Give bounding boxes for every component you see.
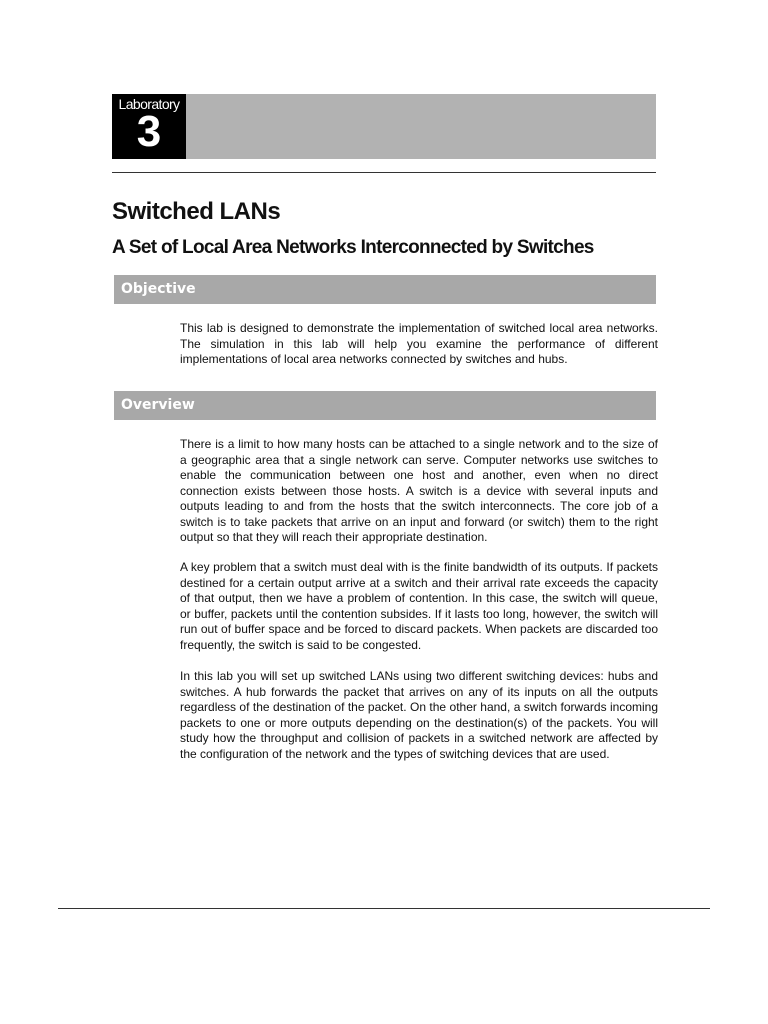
- section-heading-overview: Overview: [114, 391, 656, 420]
- overview-paragraph-2: A key problem that a switch must deal with is the finite bandwidth of its outputs. If packets destined for a certain output arrive at a switch and their arrival rate exceeds the capacity of that output, then we have a problem of contention. In this case, the switch will queue, or buffer, packets until the contention subsides. If it lasts too long, however, the switch will run out of buffer space and be forced to discard packets. When packets are discarded too frequently, the switch is said to be congested.: [180, 560, 658, 652]
- overview-paragraph-1: There is a limit to how many hosts can be attached to a single network and to the size of a geographic area that a single network can serve. Computer networks use switches to enable the communication between one host and another, even when no direct connection exists between those hosts. A switch is a device with several inputs and outputs leading to and from the hosts that the switch interconnects. The core job of a switch is to take packets that arrive on an input and forward (or switch) them to the right output so that they will reach their appropriate destination.: [180, 437, 658, 544]
- lab-number: 3: [136, 107, 162, 156]
- page-title: Switched LANs: [112, 198, 281, 225]
- objective-paragraph: This lab is designed to demonstrate the implementation of switched local area networks. The simulation in this lab will help you examine the performance of different implementations of local area networks connected by switches and hubs.: [180, 321, 658, 366]
- bottom-divider: [58, 908, 710, 909]
- lab-label: Laboratory: [118, 96, 180, 112]
- chapter-banner: [114, 94, 656, 159]
- top-divider: [112, 172, 656, 173]
- overview-paragraph-3: In this lab you will set up switched LANs using two different switching devices: hubs and switches. A hub forwards the packet that arrives on any of its inputs on all the outputs regardless of the destination of the packet. On the other hand, a switch forwards incoming packets to one or more outputs depending on the destination(s) of the packets. You will study how the throughput and collision of packets in a switched network are affected by the configuration of the network and the types of switching devices that are used.: [180, 669, 658, 761]
- page-subtitle: A Set of Local Area Networks Interconnected by Switches: [112, 237, 594, 258]
- lab-number-badge: [112, 94, 186, 159]
- section-heading-objective: Objective: [114, 275, 656, 304]
